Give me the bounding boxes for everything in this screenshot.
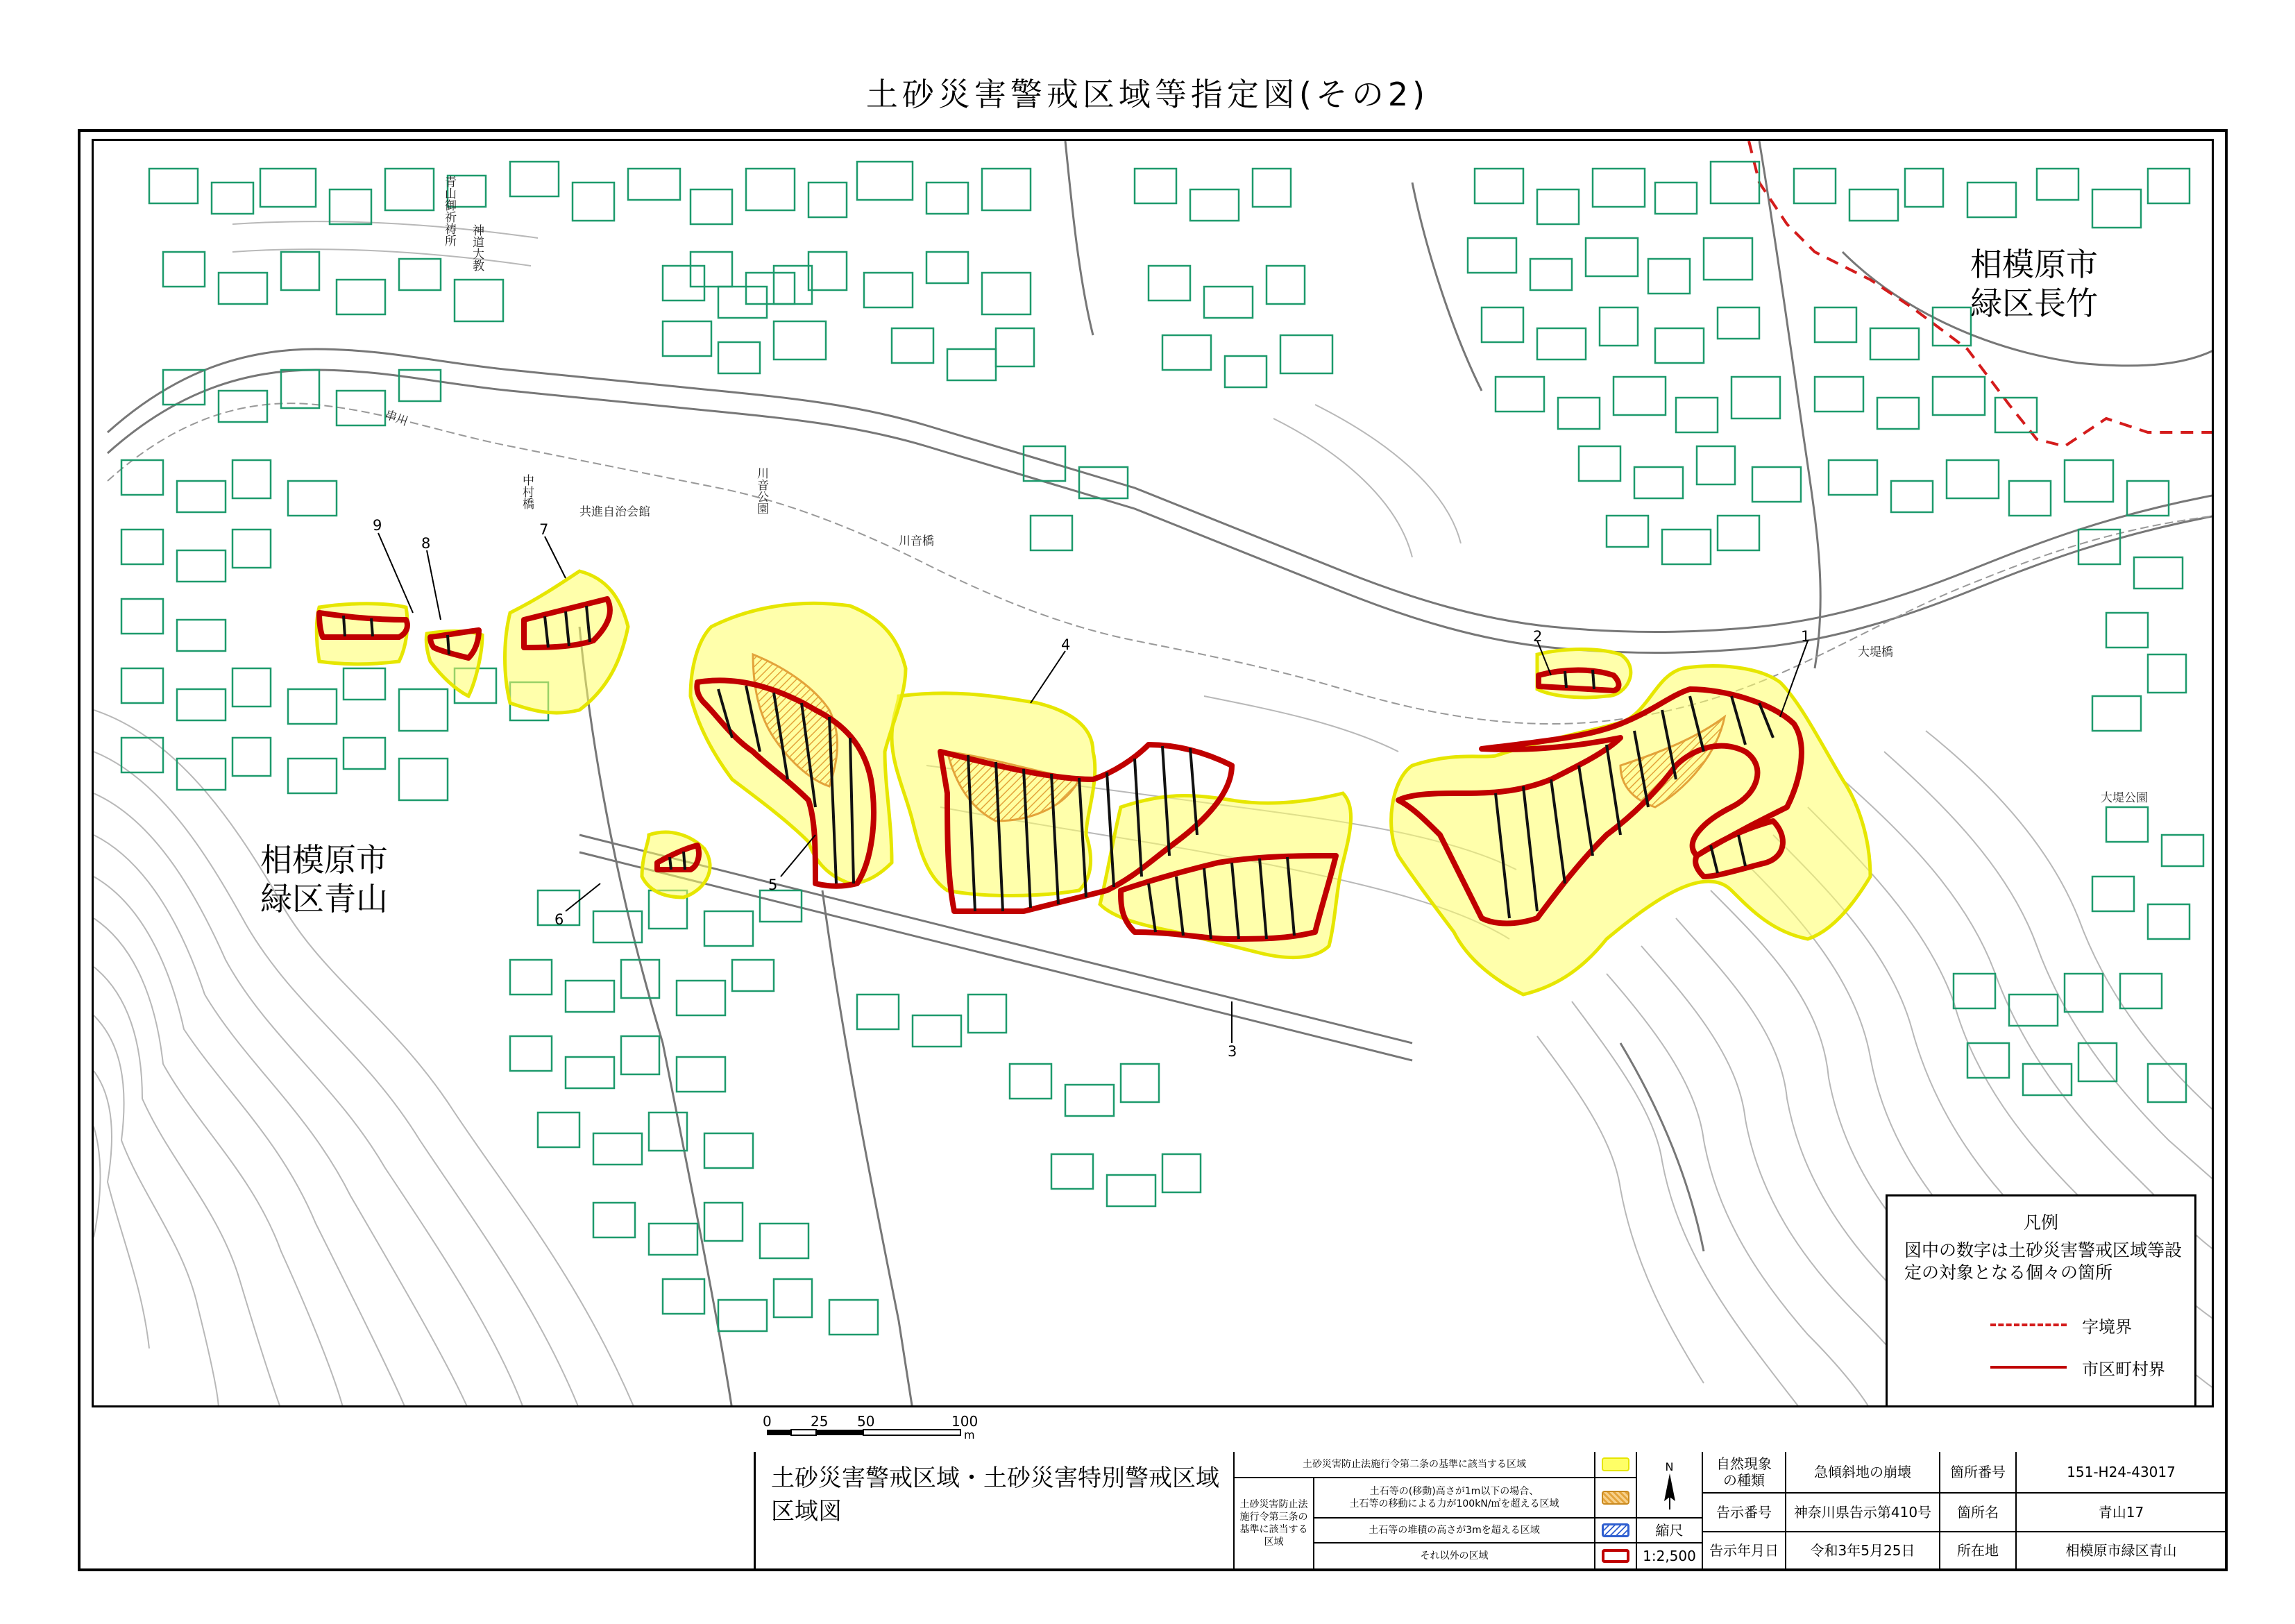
legend-item-municipal: 市区町村界 — [2082, 1360, 2165, 1379]
river-label: 串川 — [382, 407, 410, 430]
river — [108, 403, 2214, 724]
north-arrow-icon — [1663, 1473, 1677, 1509]
notice-no-label: 告示番号 — [1703, 1494, 1786, 1532]
legend-title: 凡例 — [2023, 1212, 2058, 1233]
scale-tick-50: 50 — [857, 1413, 875, 1430]
place-label-nagatake — [1944, 245, 2124, 323]
orange-zone-swatch — [1602, 1491, 1629, 1505]
otsutsumi-park-label: 大堤公園 — [2101, 791, 2148, 805]
scale-tick-25: 25 — [811, 1413, 829, 1430]
scale-tick-0: 0 — [763, 1413, 772, 1430]
place-label-aoyama — [234, 840, 414, 918]
site-number-2: 2 — [1533, 628, 1543, 645]
site-number-6: 6 — [554, 911, 564, 928]
park-label: 川音公園 — [754, 467, 768, 514]
legend-item-boundary: 字境界 — [2082, 1317, 2132, 1337]
page-title: 土砂災害警戒区域等指定図(その2) — [865, 76, 1430, 113]
site-number-1: 1 — [1801, 628, 1811, 645]
phenomenon-label: 自然現象 の種類 — [1703, 1452, 1786, 1494]
location-label: 所在地 — [1940, 1532, 2017, 1570]
place-nagatake-line2: 緑区長竹 — [1970, 285, 2098, 322]
article3-label: 土砂災害防止法 施行令第三条の 基準に該当する 区域 — [1235, 1478, 1314, 1570]
shrine-office-label: 青山御祈祷所 — [442, 176, 456, 246]
place-aoyama-line2: 緑区青山 — [260, 880, 388, 917]
scale-unit: m — [964, 1428, 975, 1441]
yellow-zone-swatch — [1602, 1457, 1629, 1471]
site-number-4: 4 — [1061, 636, 1071, 653]
site-name-label: 箇所名 — [1940, 1494, 2017, 1532]
site-number-5: 5 — [768, 877, 778, 893]
article3-deposit-label: 土石等の堆積の高さが3mを超える区域 — [1314, 1519, 1595, 1543]
notice-date-value: 令和3年5月25日 — [1786, 1532, 1940, 1570]
nakamura-bridge-label: 中村橋 — [520, 474, 534, 509]
shrine-label: 神道大教 — [470, 224, 484, 271]
deposit-swatch-cell — [1595, 1519, 1637, 1543]
notice-date-label: 告示年月日 — [1703, 1532, 1786, 1570]
otsutsumi-bridge-label: 大堤橋 — [1858, 645, 1893, 659]
table-heading: 土砂災害警戒区域・土砂災害特別警戒区域 区域図 — [756, 1452, 1235, 1570]
hall-label: 共進自治会館 — [579, 505, 650, 519]
kawaoto-bridge-label: 川音橋 — [899, 534, 934, 548]
legend-dashed-line — [1990, 1323, 2067, 1326]
legend-note: 図中の数字は土砂災害警戒区域等設定の対象となる個々の箇所 — [1904, 1240, 2183, 1283]
site-name-value: 青山17 — [2017, 1494, 2227, 1532]
map-area[interactable] — [92, 139, 2214, 1407]
scale-tick-100: 100 — [951, 1413, 979, 1430]
location-value: 相模原市緑区青山 — [2017, 1532, 2227, 1570]
site-number-8: 8 — [421, 535, 431, 552]
site-no-value: 151-H24-43017 — [2017, 1452, 2227, 1494]
phenomenon-value: 急傾斜地の崩壊 — [1786, 1452, 1940, 1494]
article3-force-label: 土石等の(移動)高さが1m以下の場合、 土石等の移動による力が100kN/㎡を超える区域 — [1314, 1478, 1595, 1519]
north-arrow-cell — [1637, 1452, 1703, 1519]
site-no-label: 箇所番号 — [1940, 1452, 2017, 1494]
force-swatch-cell — [1595, 1478, 1637, 1519]
blue-zone-swatch — [1602, 1523, 1629, 1537]
other-swatch-cell — [1595, 1543, 1637, 1570]
legend-solid-line — [1990, 1366, 2067, 1369]
north-label: N — [1665, 1460, 1674, 1473]
article2-label: 土砂災害防止法施行令第二条の基準に該当する区域 — [1235, 1452, 1595, 1478]
legend — [1886, 1194, 2196, 1407]
notice-no-value: 神奈川県告示第410号 — [1786, 1494, 1940, 1532]
scale-ratio: 1:2,500 — [1637, 1543, 1703, 1570]
red-zone-swatch — [1602, 1549, 1629, 1563]
scale-label: 縮尺 — [1637, 1519, 1703, 1543]
site-number-3: 3 — [1228, 1043, 1237, 1060]
scale-bar — [760, 1413, 1010, 1444]
info-table — [754, 1452, 2225, 1570]
site-number-9: 9 — [373, 517, 382, 534]
place-aoyama-line1: 相模原市 — [260, 841, 388, 879]
place-nagatake-line1: 相模原市 — [1970, 246, 2098, 283]
article3-other-label: それ以外の区域 — [1314, 1543, 1595, 1570]
article2-swatch-cell — [1595, 1452, 1637, 1478]
site-number-7: 7 — [539, 521, 549, 538]
